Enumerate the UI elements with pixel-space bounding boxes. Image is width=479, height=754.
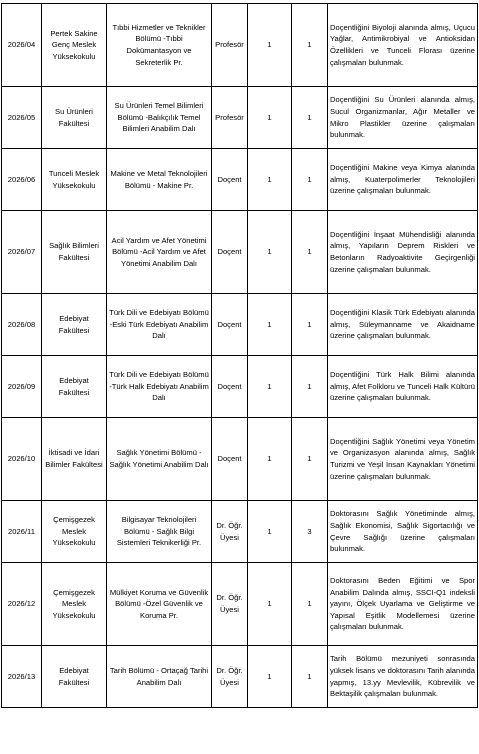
faculty-unit-cell [42,563,107,646]
requirement-description: Doktorasını Beden Eğitimi ve Spor Anabilim Dalında almış, SSCI-Q1 indeksli yayını, Ölçek Uyarlama ve Geliştirme ve Yapısal Eşitlik Modellemesi üzerine çalışmaları bulunmak. [330,576,475,632]
department-program: Türk Dili ve Edebiyatı Bölümü -Eski Türk Edebiyatı Anabilim Dalı [109,308,209,341]
requirement-description: Doçentliğini Biyoloji alanında almış, Uçucu Yağlar, Antimikrobiyal ve Antioksidan Özellikleri ve Tunceli Florası üzerine çalışmaları bulunmak. [330,22,475,67]
position-count: 1 [307,671,312,681]
requirement-description-cell [328,356,478,418]
position-count: 1 [307,174,312,184]
faculty-unit-cell [42,149,107,211]
requirement-description: Doçentliğini Su Ürünleri alanında almış, Sucul Organizmanlar, Ağır Metaller ve Mikro Plastikler üzerine çalışmaları bulunmak. [330,95,475,140]
requirement-description: Doçentliğini Klasik Türk Edebiyatı alanında almış, Süleymanname ve Akaidname üzerine çalışmaları bulunmak. [330,308,475,341]
requirement-description-cell [328,646,478,708]
requirement-description-cell [328,501,478,563]
table-row [2,211,478,294]
position-code: 2026/06 [7,174,36,184]
department-program: Tarih Bölümü - Ortaçağ Tarihi Anabilim Dalı [109,665,209,687]
requirement-description-cell [328,4,478,87]
faculty-unit-cell [42,4,107,87]
department-program: Sağlık Yönetimi Bölümü -Sağlık Yönetimi Anabilim Dalı [109,448,209,469]
degree-count: 1 [267,454,272,464]
faculty-unit: Çemişgezek Meslek Yüksekokulu [52,515,96,548]
faculty-unit: Sağlık Bilimleri Fakültesi [49,241,99,262]
degree-count: 1 [267,40,272,50]
requirement-description: Doçentliğini Türk Halk Bilimi alanında almış, Afet Folkloru ve Tunceli Halk Kültürü üzerine çalışmaları bulunmak. [330,370,475,403]
position-code-cell [2,211,42,294]
faculty-unit: Pertek Sakine Genç Meslek Yüksekokulu [50,28,98,61]
position-count: 1 [307,40,312,50]
faculty-unit-cell [42,87,107,149]
faculty-unit-cell [42,501,107,563]
faculty-unit: İktisadi ve İdari Bilimler Fakültesi [45,448,103,469]
degree-count-cell [248,211,292,294]
academic-title-cell [212,4,248,87]
requirement-description: Doçentliğini Sağlık Yönetimi veya Yönetim ve Organizasyon alanında almış, Sağlık Turizmi ve Yeşil İnsan Kaynakları Yönetimi üzerine çalışmaları bulunmak. [330,436,475,481]
academic-title: Dr. Öğr. Üyesi [216,520,243,542]
department-program: Su Ürünleri Temel Bilimleri Bölümü -Balıkçılık Temel Bilimleri Anabilim Dalı [114,101,204,134]
academic-title: Doçent [217,174,242,184]
requirement-description: Doktorasını Sağlık Yönetiminde almış, Sağlık Ekonomisi, Sağlık Sigortacılığı ve Çevre Sağlığı üzerine çalışmaları bulunmak. [330,509,475,554]
department-program-cell [107,4,212,87]
position-code: 2026/10 [7,454,36,464]
department-program-cell [107,211,212,294]
position-code-cell [2,294,42,356]
position-count: 1 [307,112,312,122]
academic-title-cell [212,149,248,211]
requirement-description-cell [328,294,478,356]
degree-count: 1 [267,671,272,681]
position-code: 2026/13 [7,671,36,681]
faculty-unit: Edebiyat Fakültesi [58,313,90,335]
department-program: Mülkiyet Koruma ve Güvenlik Bölümü -Özel Güvenlik ve Koruma Pr. [109,587,209,620]
academic-title-cell [212,646,248,708]
position-code: 2026/07 [7,247,36,257]
faculty-unit-cell [42,418,107,501]
department-program-cell [107,87,212,149]
position-code-cell [2,646,42,708]
academic-title: Dr. Öğr. Üyesi [216,593,243,614]
degree-count-cell [248,149,292,211]
table-row [2,501,478,563]
department-program: Acil Yardım ve Afet Yönetimi Bölümü -Acil Yardım ve Afet Yönetimi Anabilim Dalı [111,235,207,268]
position-count: 1 [307,247,312,257]
degree-count-cell [248,501,292,563]
position-code-cell [2,4,42,87]
positions-table [1,3,478,708]
degree-count-cell [248,4,292,87]
requirement-description-cell [328,418,478,501]
department-program-cell [107,294,212,356]
position-code-cell [2,563,42,646]
position-count-cell [292,501,328,563]
position-count-cell [292,646,328,708]
department-program-cell [107,646,212,708]
position-count-cell [292,211,328,294]
department-program-cell [107,149,212,211]
department-program-cell [107,563,212,646]
department-program: Bilgisayar Teknolojileri Bölümü - Sağlık Bilgi Sistemleri Teknikerliği Pr. [116,515,202,548]
position-count: 1 [307,381,312,391]
position-code-cell [2,501,42,563]
position-count: 1 [307,454,312,464]
academic-title-cell [212,356,248,418]
department-program-cell [107,418,212,501]
degree-count-cell [248,563,292,646]
department-program-cell [107,356,212,418]
faculty-unit: Çemişgezek Meslek Yüksekokulu [52,587,96,620]
position-count-cell [292,356,328,418]
position-count-cell [292,4,328,87]
academic-title: Doçent [217,381,242,391]
academic-title: Profesör [215,40,244,50]
degree-count: 1 [267,174,272,184]
academic-title-cell [212,87,248,149]
position-count-cell [292,418,328,501]
degree-count: 1 [267,319,272,329]
academic-title: Dr. Öğr. Üyesi [216,665,243,687]
position-count-cell [292,563,328,646]
table-row [2,87,478,149]
degree-count-cell [248,646,292,708]
requirement-description-cell [328,563,478,646]
table-row [2,149,478,211]
academic-title: Doçent [217,454,242,464]
table-row [2,294,478,356]
table-row [2,4,478,87]
position-code: 2026/05 [7,112,36,122]
requirement-description-cell [328,149,478,211]
faculty-unit: Edebiyat Fakültesi [58,665,90,687]
requirement-description-cell [328,211,478,294]
faculty-unit-cell [42,294,107,356]
degree-count: 1 [267,247,272,257]
table-body [2,4,478,708]
position-code: 2026/09 [7,381,36,391]
department-program: Tıbbi Hizmetler ve Teknikler Bölümü -Tıbbi Dokümantasyon ve Sekreterlik Pr. [112,22,206,67]
position-count-cell [292,294,328,356]
academic-title: Profesör [215,112,244,122]
academic-title-cell [212,294,248,356]
position-code-cell [2,149,42,211]
requirement-description: Doçentliğini İnşaat Mühendisliği alanında almış, Yapıların Deprem Riskleri ve Betonların Radyoaktivite Geçirgenliği üzerine çalışmaları bulunmak. [330,229,475,274]
position-code-cell [2,356,42,418]
requirement-description: Tarih Bölümü mezuniyeti sonrasında yüksek lisans ve doktorasını Tarih alanında yapmış, 13.yy Mevlevilik, Kübrevilik ve Bektaşilik çalışmaları bulunmak. [330,654,475,699]
table-row [2,646,478,708]
requirement-description-cell [328,87,478,149]
degree-count-cell [248,418,292,501]
degree-count: 1 [267,526,272,536]
academic-title-cell [212,418,248,501]
degree-count: 1 [267,112,272,122]
academic-title-cell [212,211,248,294]
table-row [2,563,478,646]
academic-title-cell [212,501,248,563]
faculty-unit: Su Ürünleri Fakültesi [55,106,93,128]
degree-count-cell [248,356,292,418]
faculty-unit: Tunceli Meslek Yüksekokulu [48,168,100,190]
table-row [2,356,478,418]
position-count: 1 [307,599,312,609]
faculty-unit-cell [42,356,107,418]
academic-title-cell [212,563,248,646]
position-count-cell [292,149,328,211]
position-code-cell [2,418,42,501]
position-code: 2026/04 [7,40,36,50]
degree-count-cell [248,294,292,356]
degree-count: 1 [267,381,272,391]
degree-count: 1 [267,599,272,609]
academic-title: Doçent [217,319,242,329]
table-row [2,418,478,501]
degree-count-cell [248,87,292,149]
department-program: Türk Dili ve Edebiyatı Bölümü -Türk Halk Edebiyatı Anabilim Dalı [109,370,209,403]
faculty-unit-cell [42,646,107,708]
faculty-unit: Edebiyat Fakültesi [58,375,90,397]
position-code: 2026/11 [8,526,35,536]
academic-title: Doçent [217,247,242,257]
position-count: 1 [307,319,312,329]
position-code: 2026/12 [7,599,36,609]
department-program-cell [107,501,212,563]
department-program: Makine ve Metal Teknolojileri Bölümü - Makine Pr. [110,168,208,190]
faculty-unit-cell [42,211,107,294]
requirement-description: Doçentliğini Makine veya Kimya alanında almış, Kuaterpolimerler Teknolojileri üzerine çalışmaları bulunmak. [330,163,475,196]
position-code-cell [2,87,42,149]
position-count: 3 [307,526,312,536]
position-code: 2026/08 [7,319,36,329]
position-count-cell [292,87,328,149]
